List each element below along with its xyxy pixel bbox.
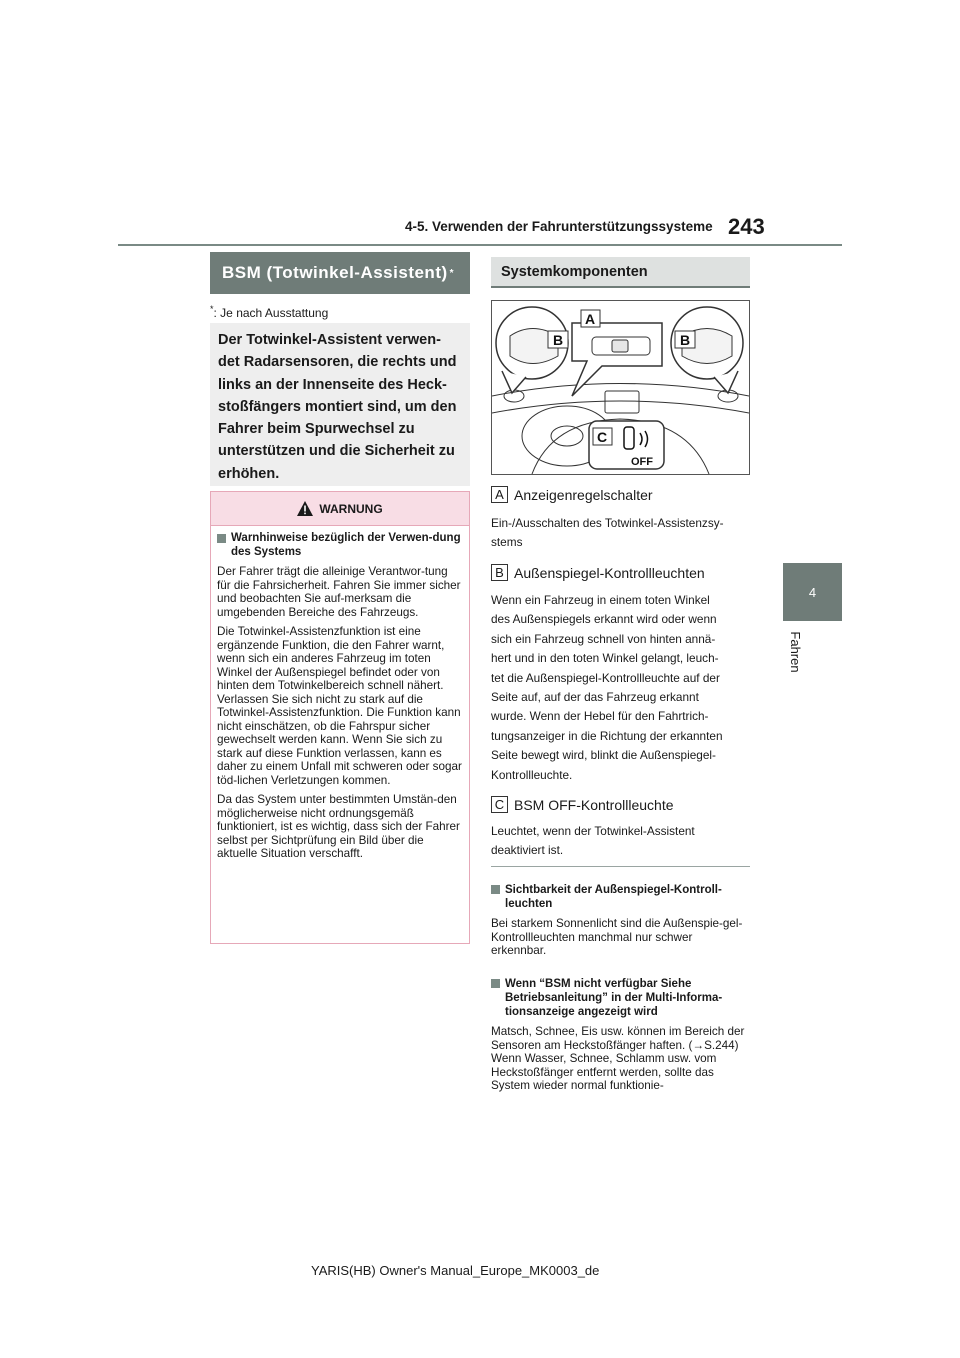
text-line: sich ein Fahrzeug schnell von hinten annä- bbox=[491, 631, 716, 646]
dashboard-illustration bbox=[491, 300, 750, 475]
warning-header bbox=[211, 492, 469, 526]
notes-divider bbox=[491, 866, 750, 867]
label-c: C bbox=[596, 429, 608, 445]
warning-body bbox=[211, 526, 469, 861]
warning-paragraph: Die Totwinkel-Assistenzfunktion ist eine ergänzende Funktion, die den Fahrer warnt, wenn sich ein anderes Fahrzeug im toten Winkel der Außenspiegel befindet oder von hinten dem Totwinkelbereich schnell nähert. Verlassen Sie sich nicht zu stark auf die Totwinkel-Assistenzfunktion. Die Funktion kann nicht einschätzen, ob die Fahrspur sicher gewechselt werden kann. Wenn Sie sich zu stark auf diese Funktion verlassen, kann es daher zu einem Unfall mit schweren oder sogar töd-lichen Verletzungen kommen. bbox=[217, 625, 462, 787]
note-visibility bbox=[491, 883, 750, 958]
component-c-title: BSM OFF-Kontrollleuchte bbox=[514, 796, 674, 813]
intro-box bbox=[210, 323, 470, 486]
dashboard-illustration-svg bbox=[492, 301, 749, 474]
bsm-off-callout bbox=[589, 421, 664, 469]
warning-box bbox=[210, 491, 470, 944]
footnote-text: : Je nach Ausstattung bbox=[213, 306, 329, 320]
text-line: Ein-/Ausschalten des Totwinkel-Assistenzsy- bbox=[491, 516, 724, 530]
section-heading-components: Systemkomponenten bbox=[491, 257, 750, 288]
intro-line: erhöhen. bbox=[218, 465, 280, 482]
chapter-tab: 4 bbox=[783, 563, 842, 621]
running-header: 4-5. Verwenden der Fahrunterstützungssysteme bbox=[405, 219, 713, 234]
section-heading-bsm bbox=[210, 252, 470, 294]
label-off: OFF bbox=[631, 456, 653, 468]
text-line: wurde. Wenn der Hebel für den Fahrtrich- bbox=[491, 709, 709, 724]
note-text: Matsch, Schnee, Eis usw. können im Bereich der Sensoren am Heckstoßfänger haften. (→S.244) Wenn Wasser, Schnee, Schlamm usw. vom Heckstoßfänger entfernt werden, sollte das System wieder normal funktionie- bbox=[491, 1025, 745, 1092]
square-bullet-icon bbox=[491, 885, 500, 894]
component-b-text bbox=[491, 591, 723, 785]
label-b-left: B bbox=[552, 332, 564, 348]
footer-manual-id: YARIS(HB) Owner's Manual_Europe_MK0003_de bbox=[311, 1263, 600, 1278]
letter-b-badge: B bbox=[491, 564, 508, 581]
note-title bbox=[491, 977, 750, 1019]
warning-paragraph: Der Fahrer trägt die alleinige Verantwor-tung für die Fahrsicherheit. Fahren Sie immer sicher und beobachten Sie auf-merksam die umgebenden Bereiche des Fahrzeugs. bbox=[217, 565, 461, 619]
text-line: deaktiviert ist. bbox=[491, 843, 564, 858]
label-b-right: B bbox=[679, 332, 691, 348]
text-line: Kontrollleuchte. bbox=[491, 767, 573, 782]
square-bullet-icon bbox=[217, 534, 226, 543]
letter-c-badge: C bbox=[491, 796, 508, 813]
text-line: Seite bewegt wird, blinkt die Außenspiegel- bbox=[491, 748, 716, 763]
text-line: Leuchtet, wenn der Totwinkel-Assistent bbox=[491, 824, 695, 838]
text-line: Wenn ein Fahrzeug in einem toten Winkel bbox=[491, 593, 710, 607]
text-line: stems bbox=[491, 535, 523, 550]
warning-title: WARNUNG bbox=[319, 501, 383, 516]
component-c-text bbox=[491, 822, 695, 861]
note-text: Bei starkem Sonnenlicht sind die Außenspie-gel-Kontrollleuchten manchmal nur schwer erkennbar. bbox=[491, 917, 743, 957]
heading-footnote-mark: * bbox=[449, 267, 455, 279]
chapter-label: Fahren bbox=[788, 631, 804, 673]
page-number: 243 bbox=[728, 214, 765, 239]
square-bullet-icon bbox=[491, 979, 500, 988]
text-line: des Außenspiegels erkannt wird oder wenn bbox=[491, 612, 717, 627]
component-a-text bbox=[491, 514, 724, 553]
section-heading-text: BSM (Totwinkel-Assistent) bbox=[222, 263, 448, 282]
text-line: Seite auf, auf der das Fahrzeug erkannt bbox=[491, 690, 699, 705]
note-title-text: Wenn “BSM nicht verfügbar Siehe Betriebsanleitung” in der Multi-Informa-tionsanzeige angezeigt wird bbox=[505, 978, 723, 1018]
warning-subheading-text: Warnhinweise bezüglich der Verwen-dung des Systems bbox=[231, 532, 461, 558]
note-bsm-unavailable bbox=[491, 977, 750, 1093]
text-line: hert und in den toten Winkel gelangt, leuch- bbox=[491, 651, 719, 666]
left-mirror-callout bbox=[496, 307, 568, 393]
warning-paragraph: Da das System unter bestimmten Umstän-den möglicherweise nicht ordnungsgemäß funktioniert, ist es wichtig, dass sich der Fahrer selbst per Sichtprüfung ein Bild über die aktuelle Situation verschafft. bbox=[217, 793, 460, 860]
warning-triangle-icon bbox=[297, 501, 313, 516]
intro-line: Der Totwinkel-Assistent verwen- bbox=[218, 332, 441, 348]
note-title bbox=[491, 883, 750, 911]
text-line: tungsanzeiger in die Richtung der erkannten bbox=[491, 728, 723, 743]
component-b-heading bbox=[491, 564, 705, 581]
intro-line: unterstützen und die Sicherheit zu bbox=[218, 443, 455, 460]
intro-line: Fahrer beim Spurwechsel zu bbox=[218, 421, 415, 438]
component-b-title: Außenspiegel-Kontrollleuchten bbox=[514, 564, 705, 581]
footnote bbox=[210, 304, 328, 320]
warning-subheading bbox=[217, 532, 463, 559]
note-title-text: Sichtbarkeit der Außenspiegel-Kontroll-leuchten bbox=[505, 884, 722, 910]
header-rule bbox=[118, 244, 842, 246]
component-a-title: Anzeigenregelschalter bbox=[514, 486, 653, 503]
component-a-heading bbox=[491, 486, 653, 503]
right-mirror-callout bbox=[671, 307, 743, 393]
intro-line: det Radarsensoren, die rechts und bbox=[218, 354, 457, 371]
component-c-heading bbox=[491, 796, 674, 813]
intro-line: links an der Innenseite des Heck- bbox=[218, 376, 447, 393]
label-a: A bbox=[584, 311, 596, 327]
intro-line: stoßfängers montiert sind, um den bbox=[218, 398, 457, 415]
footnote-mark: * bbox=[210, 304, 214, 314]
letter-a-badge: A bbox=[491, 486, 508, 503]
text-line: tet die Außenspiegel-Kontrollleuchte auf der bbox=[491, 670, 720, 685]
